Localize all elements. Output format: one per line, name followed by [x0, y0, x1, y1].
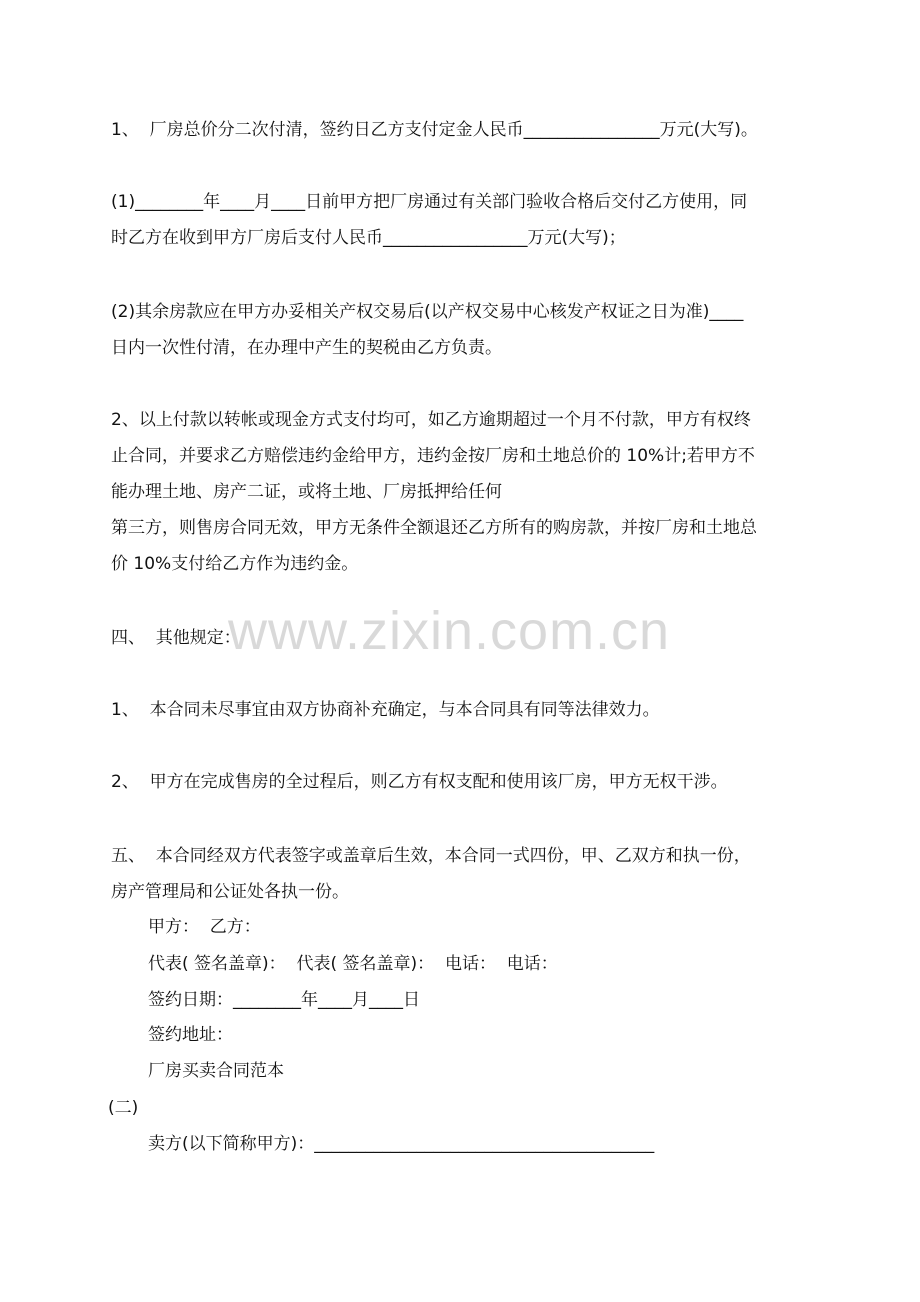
section-4-item-2: 2、 甲方在完成售房的全过程后，则乙方有权支配和使用该厂房，甲方无权干涉。: [111, 772, 728, 792]
clause-2-line-4: 第三方，则售房合同无效，甲方无条件全额退还乙方所有的购房款，并按厂房和土地总: [111, 518, 757, 538]
section-5-line-1: 五、 本合同经双方代表签字或盖章后生效，本合同一式四份，甲、乙双方和执一份，: [111, 846, 751, 866]
clause-1-sub2-line-2: 日内一次性付清，在办理中产生的契税由乙方负责。: [111, 338, 502, 358]
clause-1-sub1-line-1: (1)________年____月____日前甲方把厂房通过有关部门验收合格后交付乙方使用，同: [111, 192, 748, 212]
template-title: 厂房买卖合同范本: [148, 1061, 284, 1081]
parties-line: 甲方： 乙方：: [148, 917, 261, 937]
representatives-line: 代表( 签名盖章)： 代表( 签名盖章)： 电话： 电话：: [148, 954, 558, 974]
section-5-line-2: 房产管理局和公证处各执一份。: [111, 882, 349, 902]
clause-2-line-5: 价 10%支付给乙方作为违约金。: [111, 554, 359, 574]
clause-1-sub1-line-2: 时乙方在收到甲方厂房后支付人民币_________________万元(大写)；: [111, 228, 626, 248]
clause-2-line-1: 2、以上付款以转帐或现金方式支付均可，如乙方逾期超过一个月不付款，甲方有权终: [111, 410, 751, 430]
seller-line: 卖方(以下简称甲方)：________________________________________: [148, 1134, 655, 1154]
part-two-marker: (二): [108, 1098, 139, 1118]
section-4-heading: 四、 其他规定：: [111, 628, 241, 648]
clause-2-line-3: 能办理土地、房产二证，或将土地、厂房抵押给任何: [111, 482, 502, 502]
section-4-item-1: 1、 本合同未尽事宜由双方协商补充确定，与本合同具有同等法律效力。: [111, 700, 660, 720]
signing-address-line: 签约地址：: [148, 1025, 233, 1045]
signing-date-line: 签约日期：________年____月____日: [148, 990, 420, 1010]
clause-1-sub2-line-1: (2)其余房款应在甲方办妥相关产权交易后(以产权交易中心核发产权证之日为准)____: [111, 302, 744, 322]
watermark: www.zixin.com.cn: [228, 601, 671, 661]
clause-1-line: 1、 厂房总价分二次付清，签约日乙方支付定金人民币________________万元(大写)。: [111, 120, 758, 140]
clause-2-line-2: 止合同，并要求乙方赔偿违约金给甲方，违约金按厂房和土地总价的 10%计;若甲方不: [111, 446, 755, 466]
